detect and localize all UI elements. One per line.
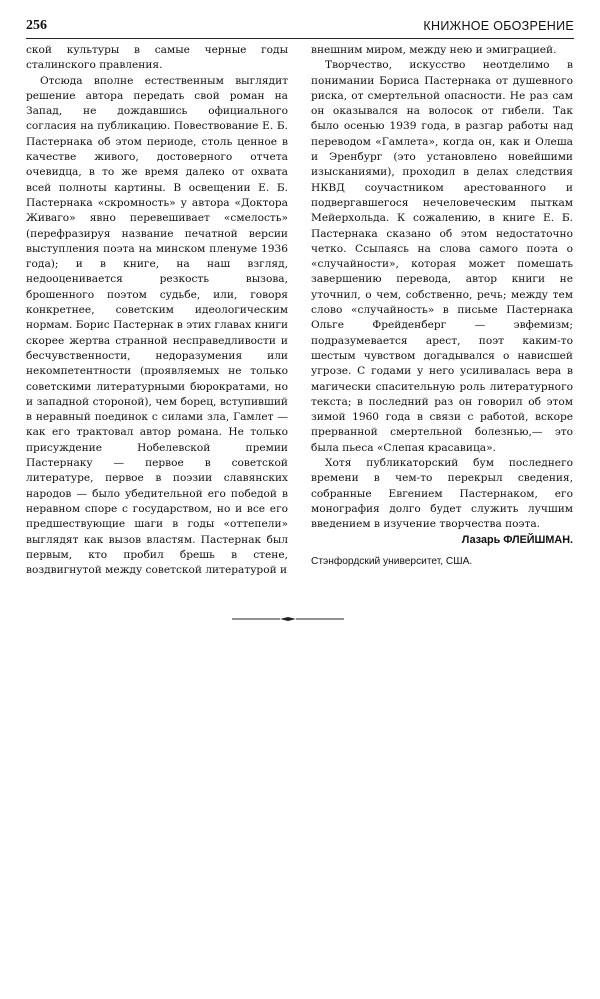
paragraph: Творчество, искусство неотделимо в понимании Бориса Пастернака от душевного риска, от смертельной опасности. Не раз сам он оказывался на волосок от гибели. Так было осенью 1939 года, в разгар работы над переводом «Гамлета», когда он, как и Олеша и Эренбург (это установлено новейшими изысканиями), проходил в делах следствия НКВД соучастником арестованного и подвергавшегося нечеловеческим пыткам Мейерхольда. К сожалению, в книге Е. Б. Пастернака сказано об этом недостаточно четко. Ссылаясь на слова самого поэта о «случайности», которая может помешать завершению перевода, автор книги не уточнил, о чем, собственно, речь; между тем слово «случайность» в письме Пастернака Ольге Фрейденберг — эвфемизм; подразумевается арест, поэт каким-то шестым чувством догадывался о нависшей угрозе. С годами у него усиливалась вера в магически спасительную роль литературного текста; в последний раз он говорил об этом зимой 1960 года в связи с работой, вскоре прерванной смертельной болезнью,— это была пьеса «Слепая красавица».: [311, 59, 573, 454]
author-affiliation: Стэнфордский университет, США.: [311, 555, 473, 567]
end-ornament: [228, 614, 348, 624]
paragraph: Отсюда вполне естественным выглядит решение автора передать свой роман на Запад, не дождавшись официального согласия на публикацию. Повествование Е. Б. Пастернака об этом периоде, столь ценное в качестве живого, достоверного отчета очевидца, в то же время далеко от охвата всей полноты картины. В освещении Е. Б. Пастернака «скромность» у автора «Доктора Живаго» явно перевешивает «смелость» (перефразируя название печатной версии выступления поэта на минском пленуме 1936 года); и в книге, на наш взгляд, недооценивается резкость вызова, брошенного поэтом судьбе, или, говоря конкретнее, советским идеологическим нормам. Борис Пастернак в этих главах книги скорее жертва странной несправедливости и бесчувственности, недоразумения или некомпетентности (проявляемых не только советскими литературными бюрократами, но и западной стороной), чем борец, вступивший в неравный поединок с силами зла, Гамлет — как его трактовал автор романа. Не только присуждение Нобелевской премии Пастернаку — первое в советской литературе, первое в поэзии славянских народов — было убедительной его победой в неравном споре с государством, но и все его предшествующие шаги в годы «оттепели» выглядят как вызов властям. Пастернак был первым, кто пробил брешь в стене, воздвигнутой между советской литературой и: [26, 74, 288, 577]
page-header: [26, 18, 574, 39]
running-title: КНИЖНОЕ ОБОЗРЕНИЕ: [423, 19, 574, 33]
paragraph: внешним миром, между нею и эмиграцией.: [311, 44, 557, 56]
page-number: 256: [26, 18, 47, 33]
right-column: [311, 43, 573, 569]
paragraph: ской культуры в самые черные годы сталинского правления.: [26, 44, 288, 72]
left-column: [26, 43, 288, 578]
author-signature: Лазарь ФЛЕЙШМАН.: [461, 533, 573, 546]
paragraph: Хотя публикаторский бум последнего времени в чем-то перекрыл сведения, собранные Евгением Пастернаком, его монография долго будет служить лучшим введением в изучение творчества поэта.: [311, 457, 573, 531]
